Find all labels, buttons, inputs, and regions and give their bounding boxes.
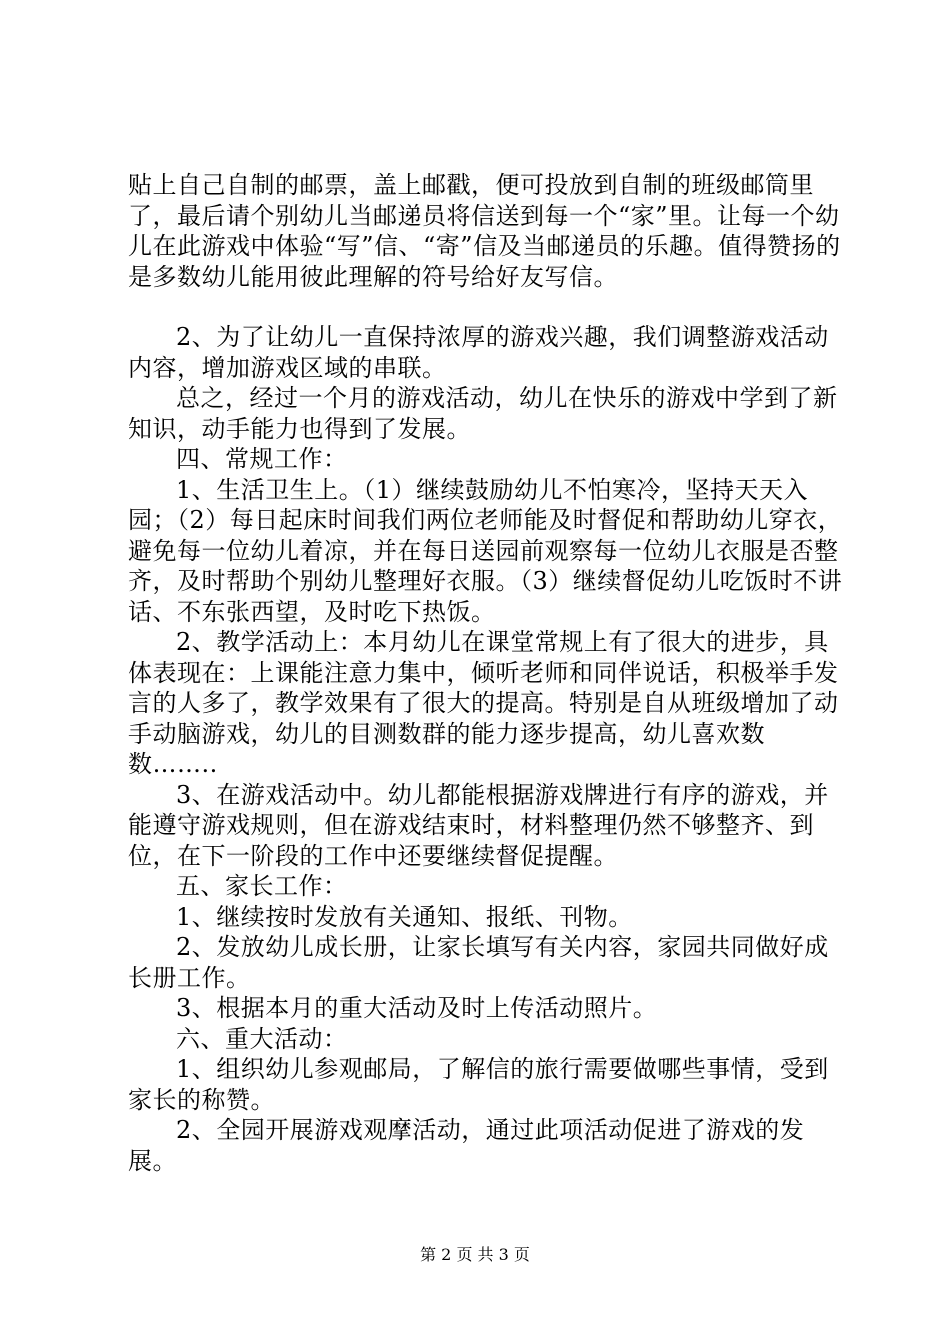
page-footer: 第 2 页 共 3 页: [420, 1245, 530, 1264]
section-heading-events: 六、重大活动：: [176, 1024, 348, 1053]
paragraph-game-observation: 2、全园开展游戏观摩活动，通过此项活动促进了游戏的发展。: [128, 1116, 805, 1175]
paragraph-game-activity: 3、在游戏活动中。幼儿都能根据游戏牌进行有序的游戏，并能遵守游戏规则，但在游戏结束时，材料整理仍然不够整齐、到位，在下一阶段的工作中还要继续督促提醒。: [128, 780, 829, 870]
paragraph-teaching: 2、教学活动上：本月幼儿在课堂常规上有了很大的进步，具体表现在：上课能注意力集中，倾听老师和同伴说话，积极举手发言的人多了，教学效果有了很大的提高。特别是自从班级增加了动手动脑游戏，幼儿的目测数群的能力逐步提高，幼儿喜欢数数……..: [128, 628, 839, 778]
paragraph-notices: 1、继续按时发放有关通知、报纸、刊物。: [176, 902, 633, 931]
section-heading-routine: 四、常规工作：: [176, 445, 348, 473]
paragraph-growth-book: 2、发放幼儿成长册，让家长填写有关内容，家园共同做好成长册工作。: [128, 933, 829, 992]
paragraph-game-interest: 2、为了让幼儿一直保持浓厚的游戏兴趣，我们调整游戏活动内容，增加游戏区域的串联。: [128, 323, 829, 382]
paragraph-letter-game: 贴上自己自制的邮票，盖上邮戳，便可投放到自制的班级邮筒里了，最后请个别幼儿当邮递员将信送到每一个“家”里。让每一个幼儿在此游戏中体验“写”信、“寄”信及当邮递员的乐趣。值得赞扬的是多数幼儿能用彼此理解的符号给好友写信。: [128, 171, 841, 291]
paragraph-photos: 3、根据本月的重大活动及时上传活动照片。: [176, 994, 658, 1022]
paragraph-summary: 总之，经过一个月的游戏活动，幼儿在快乐的游戏中学到了新知识，动手能力也得到了发展。: [128, 384, 838, 443]
section-heading-parents: 五、家长工作：: [176, 872, 348, 900]
paragraph-gap: [128, 292, 848, 322]
paragraph-hygiene: 1、生活卫生上。（1）继续鼓励幼儿不怕寒冷，坚持天天入园；（2）每日起床时间我们两位老师能及时督促和帮助幼儿穿衣，避免每一位幼儿着凉，并在每日送园前观察每一位幼儿衣服是否整齐，及时帮助个别幼儿整理好衣服。（3）继续督促幼儿吃饭时不讲话、不东张西望，及时吃下热饭。: [128, 475, 843, 626]
document-body: [128, 170, 848, 1176]
paragraph-post-office: 1、组织幼儿参观邮局，了解信的旅行需要做哪些事情，受到家长的称赞。: [128, 1055, 829, 1114]
